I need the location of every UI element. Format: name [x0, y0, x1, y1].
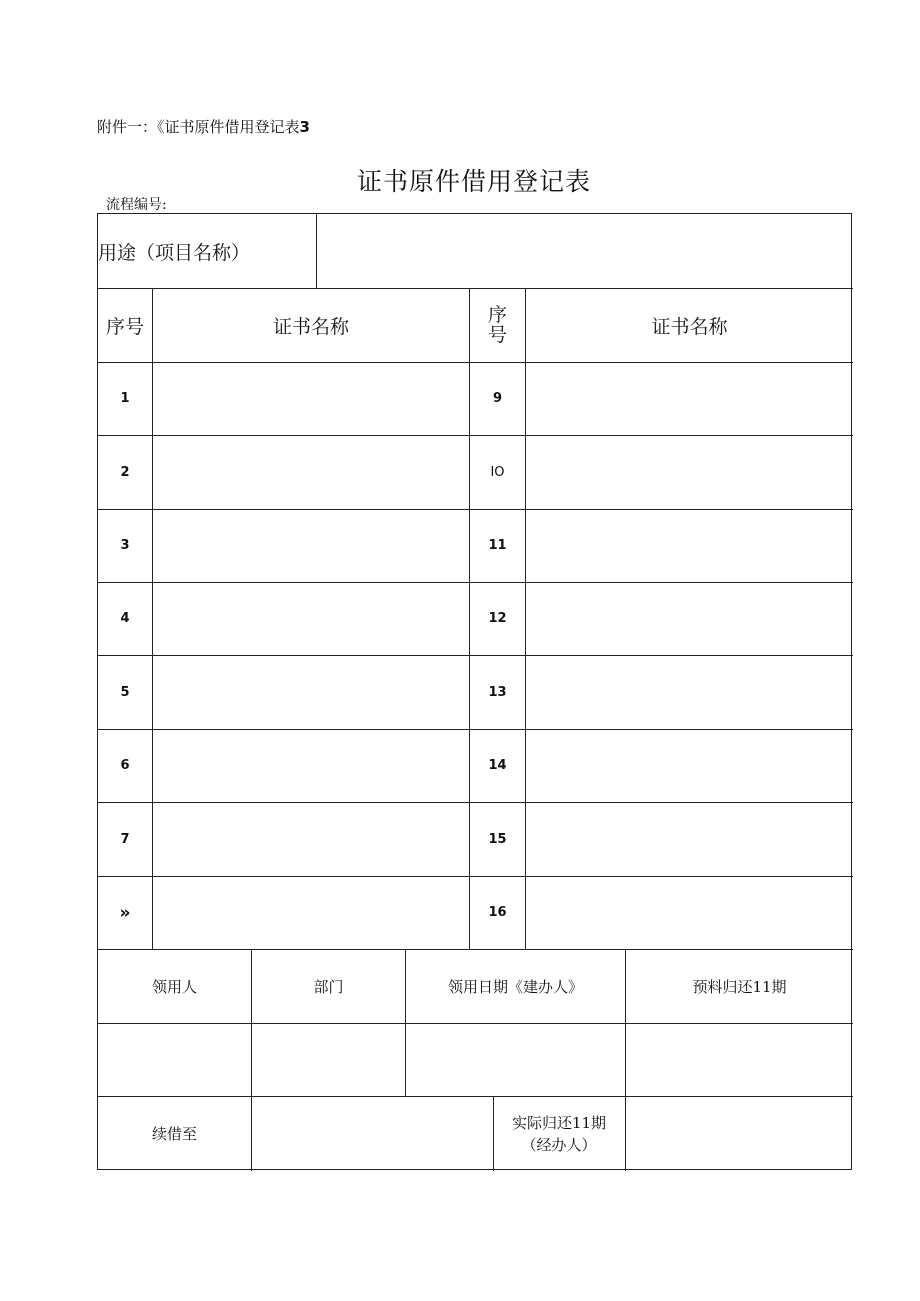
department-input[interactable] — [252, 1023, 405, 1096]
row-seq-right: IO — [490, 464, 505, 480]
attachment-label — [97, 116, 310, 137]
cert-name-cell[interactable] — [153, 729, 469, 802]
cert-name-cell[interactable] — [153, 876, 469, 949]
cert-name-cell[interactable] — [153, 655, 469, 729]
registration-table — [97, 213, 852, 1170]
renew-to-label: 续借至 — [151, 1125, 197, 1143]
expected-return-input[interactable] — [626, 1023, 853, 1096]
row-seq-left: » — [119, 902, 131, 923]
cert-name-cell[interactable] — [526, 655, 853, 729]
cert-name-cell[interactable] — [153, 582, 469, 655]
attachment-text: 附件一：《证书原件借用登记表 — [97, 118, 300, 136]
cert-name-header-left: 证书名称 — [272, 315, 349, 338]
borrow-date-input[interactable] — [406, 1023, 625, 1096]
cert-name-cell[interactable] — [526, 582, 853, 655]
row-seq-right: 15 — [488, 831, 507, 847]
row-seq-right: 9 — [492, 391, 503, 406]
row-seq-left: 7 — [120, 831, 130, 847]
cert-name-cell[interactable] — [153, 435, 469, 509]
purpose-input[interactable] — [317, 214, 853, 288]
cert-name-cell[interactable] — [153, 509, 469, 582]
seq-header-left: 序号 — [105, 315, 144, 338]
actual-return-input[interactable] — [626, 1096, 853, 1171]
seq-header-right-line2: 号 — [487, 324, 507, 346]
row-seq-left: 3 — [120, 538, 130, 553]
department-label: 部门 — [313, 977, 344, 996]
cert-name-cell[interactable] — [526, 362, 853, 435]
row-seq-right: 16 — [488, 905, 507, 920]
cert-name-cell[interactable] — [526, 435, 853, 509]
cert-name-header-right: 证书名称 — [651, 315, 728, 338]
form-title: 证书原件借用登记表 — [356, 167, 591, 196]
row-seq-right: 12 — [488, 611, 507, 626]
cert-name-cell[interactable] — [526, 509, 853, 582]
expected-return-label: 预料归还11期 — [692, 977, 787, 996]
seq-header-right — [470, 288, 525, 362]
purpose-label: 用途（项目名称） — [98, 241, 251, 264]
row-seq-left: 6 — [120, 758, 130, 773]
cert-name-cell[interactable] — [153, 802, 469, 876]
row-seq-left: 2 — [120, 464, 130, 480]
borrower-label: 领用人 — [151, 977, 197, 996]
cert-name-cell[interactable] — [526, 729, 853, 802]
row-seq-left: 5 — [120, 684, 130, 700]
row-seq-right: 14 — [488, 758, 507, 773]
borrow-date-label: 领用日期《建办人》 — [447, 977, 583, 996]
process-number-label: 流程编号: — [106, 197, 167, 213]
row-seq-right: 13 — [488, 684, 507, 700]
cert-name-cell[interactable] — [526, 802, 853, 876]
seq-header-right-line1: 序 — [487, 304, 507, 326]
row-seq-right: 11 — [488, 538, 507, 553]
borrower-input[interactable] — [98, 1023, 251, 1096]
row-seq-left: 4 — [120, 611, 130, 626]
attachment-number: 3 — [299, 118, 310, 136]
renew-to-input[interactable] — [252, 1096, 493, 1171]
actual-return-label: 实际归还11期（经办人） — [511, 1113, 607, 1154]
cert-name-cell[interactable] — [153, 362, 469, 435]
cert-name-cell[interactable] — [526, 876, 853, 949]
row-seq-left: 1 — [120, 391, 130, 406]
